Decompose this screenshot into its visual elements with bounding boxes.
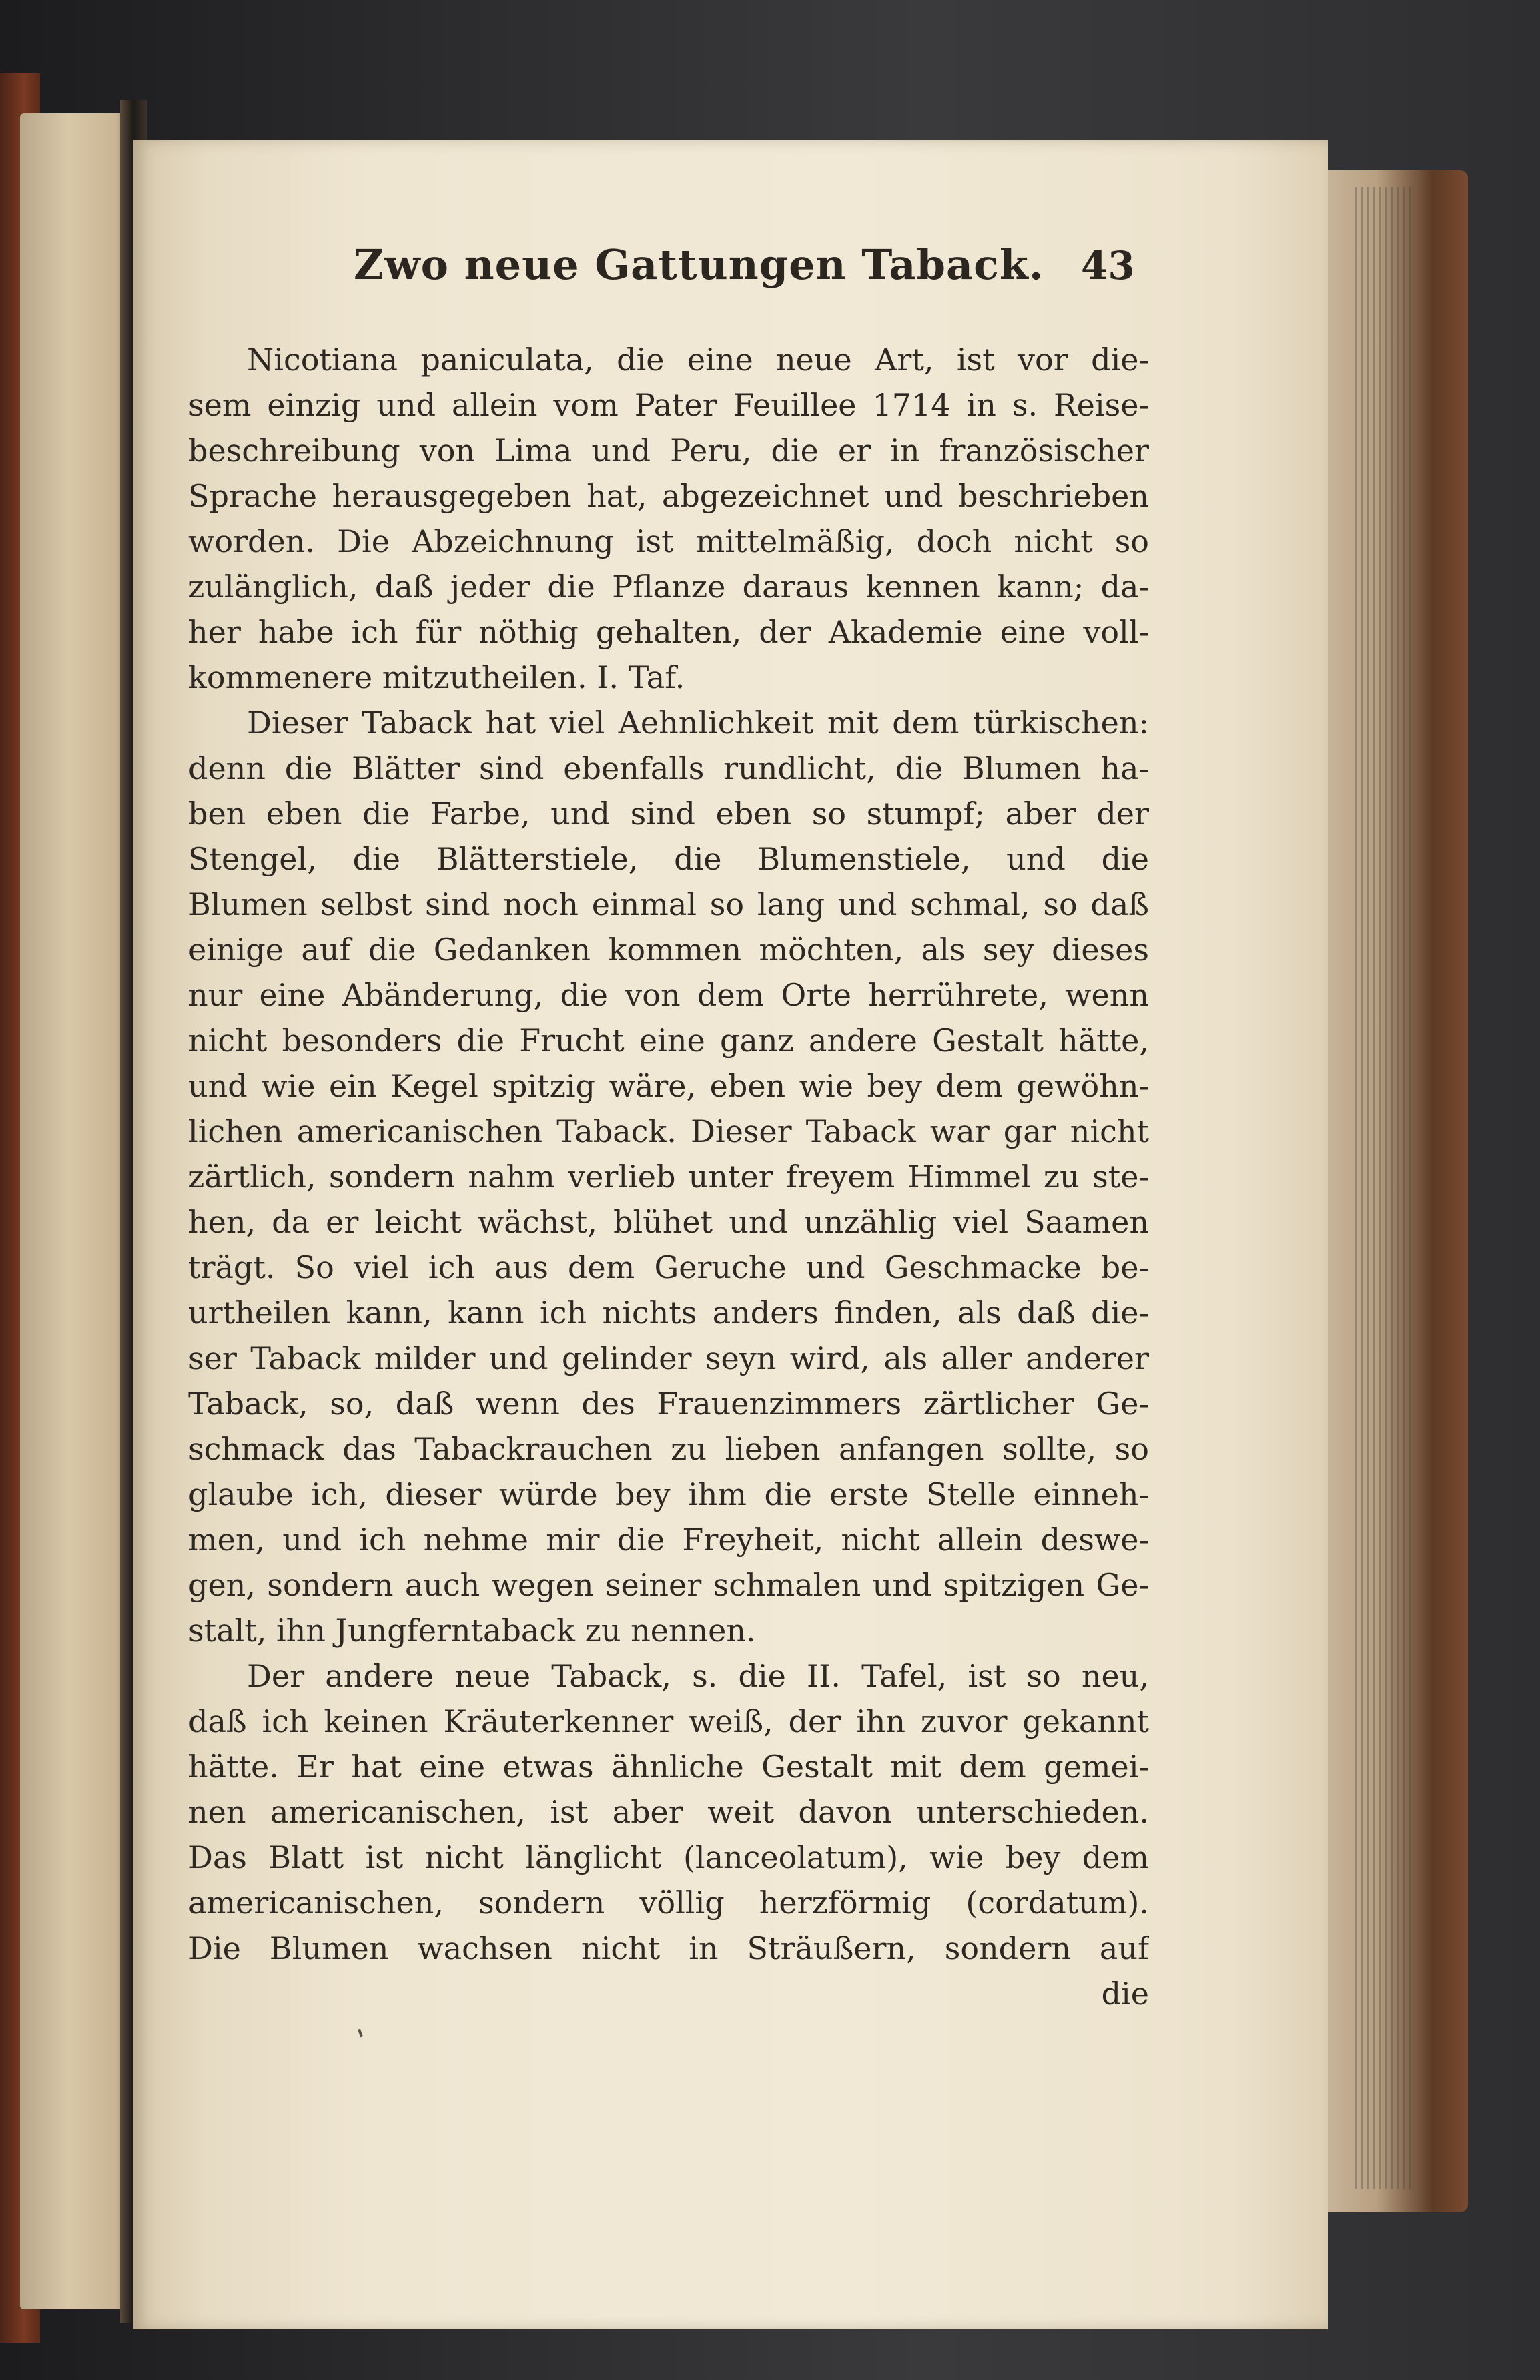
text-line: zärtlich, sondern nahm verlieb unter freyem Himmel zu ste- (188, 1159, 1149, 1195)
text-line: Nicotiana paniculata, die eine neue Art, ist vor die- (247, 342, 1149, 378)
text-line: Die Blumen wachsen nicht in Sträußern, sondern auf (188, 1930, 1149, 1966)
text-line: nicht besonders die Frucht eine ganz andere Gestalt hätte, (188, 1022, 1149, 1059)
text-line: Sprache herausgegeben hat, abgezeichnet und beschrieben (188, 478, 1149, 514)
text-line: americanischen, sondern völlig herzförmig (cordatum). (188, 1885, 1149, 1921)
text-line: urtheilen kann, kann ich nichts anders finden, als daß die- (188, 1295, 1149, 1331)
text-line: worden. Die Abzeichnung ist mittelmäßig, doch nicht so (188, 523, 1149, 559)
text-line: her habe ich für nöthig gehalten, der Akademie eine voll- (188, 614, 1149, 650)
text-line: Der andere neue Taback, s. die II. Tafel, ist so neu, (247, 1658, 1149, 1694)
text-line: und wie ein Kegel spitzig wäre, eben wie bey dem gewöhn- (188, 1068, 1149, 1104)
text-line: Stengel, die Blätterstiele, die Blumenstiele, und die (188, 841, 1149, 877)
text-line: denn die Blätter sind ebenfalls rundlicht, die Blumen ha- (188, 750, 1149, 786)
text-line: Taback, so, daß wenn des Frauenzimmers zärtlicher Ge- (188, 1386, 1149, 1422)
text-line: hen, da er leicht wächst, blühet und unzählig viel Saamen (188, 1204, 1149, 1240)
text-line: lichen americanischen Taback. Dieser Taback war gar nicht (188, 1113, 1149, 1149)
page-number: 43 (1081, 243, 1135, 288)
text-line: schmack das Tabackrauchen zu lieben anfangen sollte, so (188, 1431, 1149, 1467)
text-line: trägt. So viel ich aus dem Geruche und Geschmacke be- (188, 1249, 1149, 1285)
running-title: Zwo neue Gattungen Taback. (354, 240, 1044, 289)
text-line: daß ich keinen Kräuterkenner weiß, der ihn zuvor gekannt (188, 1703, 1149, 1739)
text-line: glaube ich, dieser würde bey ihm die erste Stelle einneh- (188, 1476, 1149, 1512)
text-line: Blumen selbst sind noch einmal so lang und schmal, so daß (188, 886, 1149, 922)
text-line: kommenere mitzutheilen. I. Taf. (188, 659, 685, 695)
text-line: gen, sondern auch wegen seiner schmalen und spitzigen Ge- (188, 1567, 1149, 1603)
text-line: Das Blatt ist nicht länglicht (lanceolatum), wie bey dem (188, 1839, 1149, 1875)
text-line: zulänglich, daß jeder die Pflanze daraus kennen kann; da- (188, 569, 1149, 605)
text-line: beschreibung von Lima und Peru, die er in französischer (188, 432, 1149, 469)
text-line: nen americanischen, ist aber weit davon unterschieden. (188, 1794, 1149, 1830)
page-header (354, 240, 1154, 314)
body-text (188, 337, 1149, 2016)
text-line: Dieser Taback hat viel Aehnlichkeit mit dem türkischen: (247, 705, 1149, 741)
text-line: sem einzig und allein vom Pater Feuillee 1714 in s. Reise- (188, 387, 1149, 423)
text-line: einige auf die Gedanken kommen möchten, als sey dieses (188, 932, 1149, 968)
text-line: men, und ich nehme mir die Freyheit, nicht allein deswe- (188, 1522, 1149, 1558)
text-line: hätte. Er hat eine etwas ähnliche Gestalt mit dem gemei- (188, 1749, 1149, 1785)
text-line: nur eine Abänderung, die von dem Orte herrührete, wenn (188, 977, 1149, 1013)
text-line: ben eben die Farbe, und sind eben so stumpf; aber der (188, 796, 1149, 832)
catchword: die (1101, 1976, 1149, 2012)
text-line: stalt, ihn Jungferntaback zu nennen. (188, 1612, 756, 1649)
page-edges (1355, 187, 1415, 2189)
text-line: ser Taback milder und gelinder seyn wird, als aller anderer (188, 1340, 1149, 1376)
